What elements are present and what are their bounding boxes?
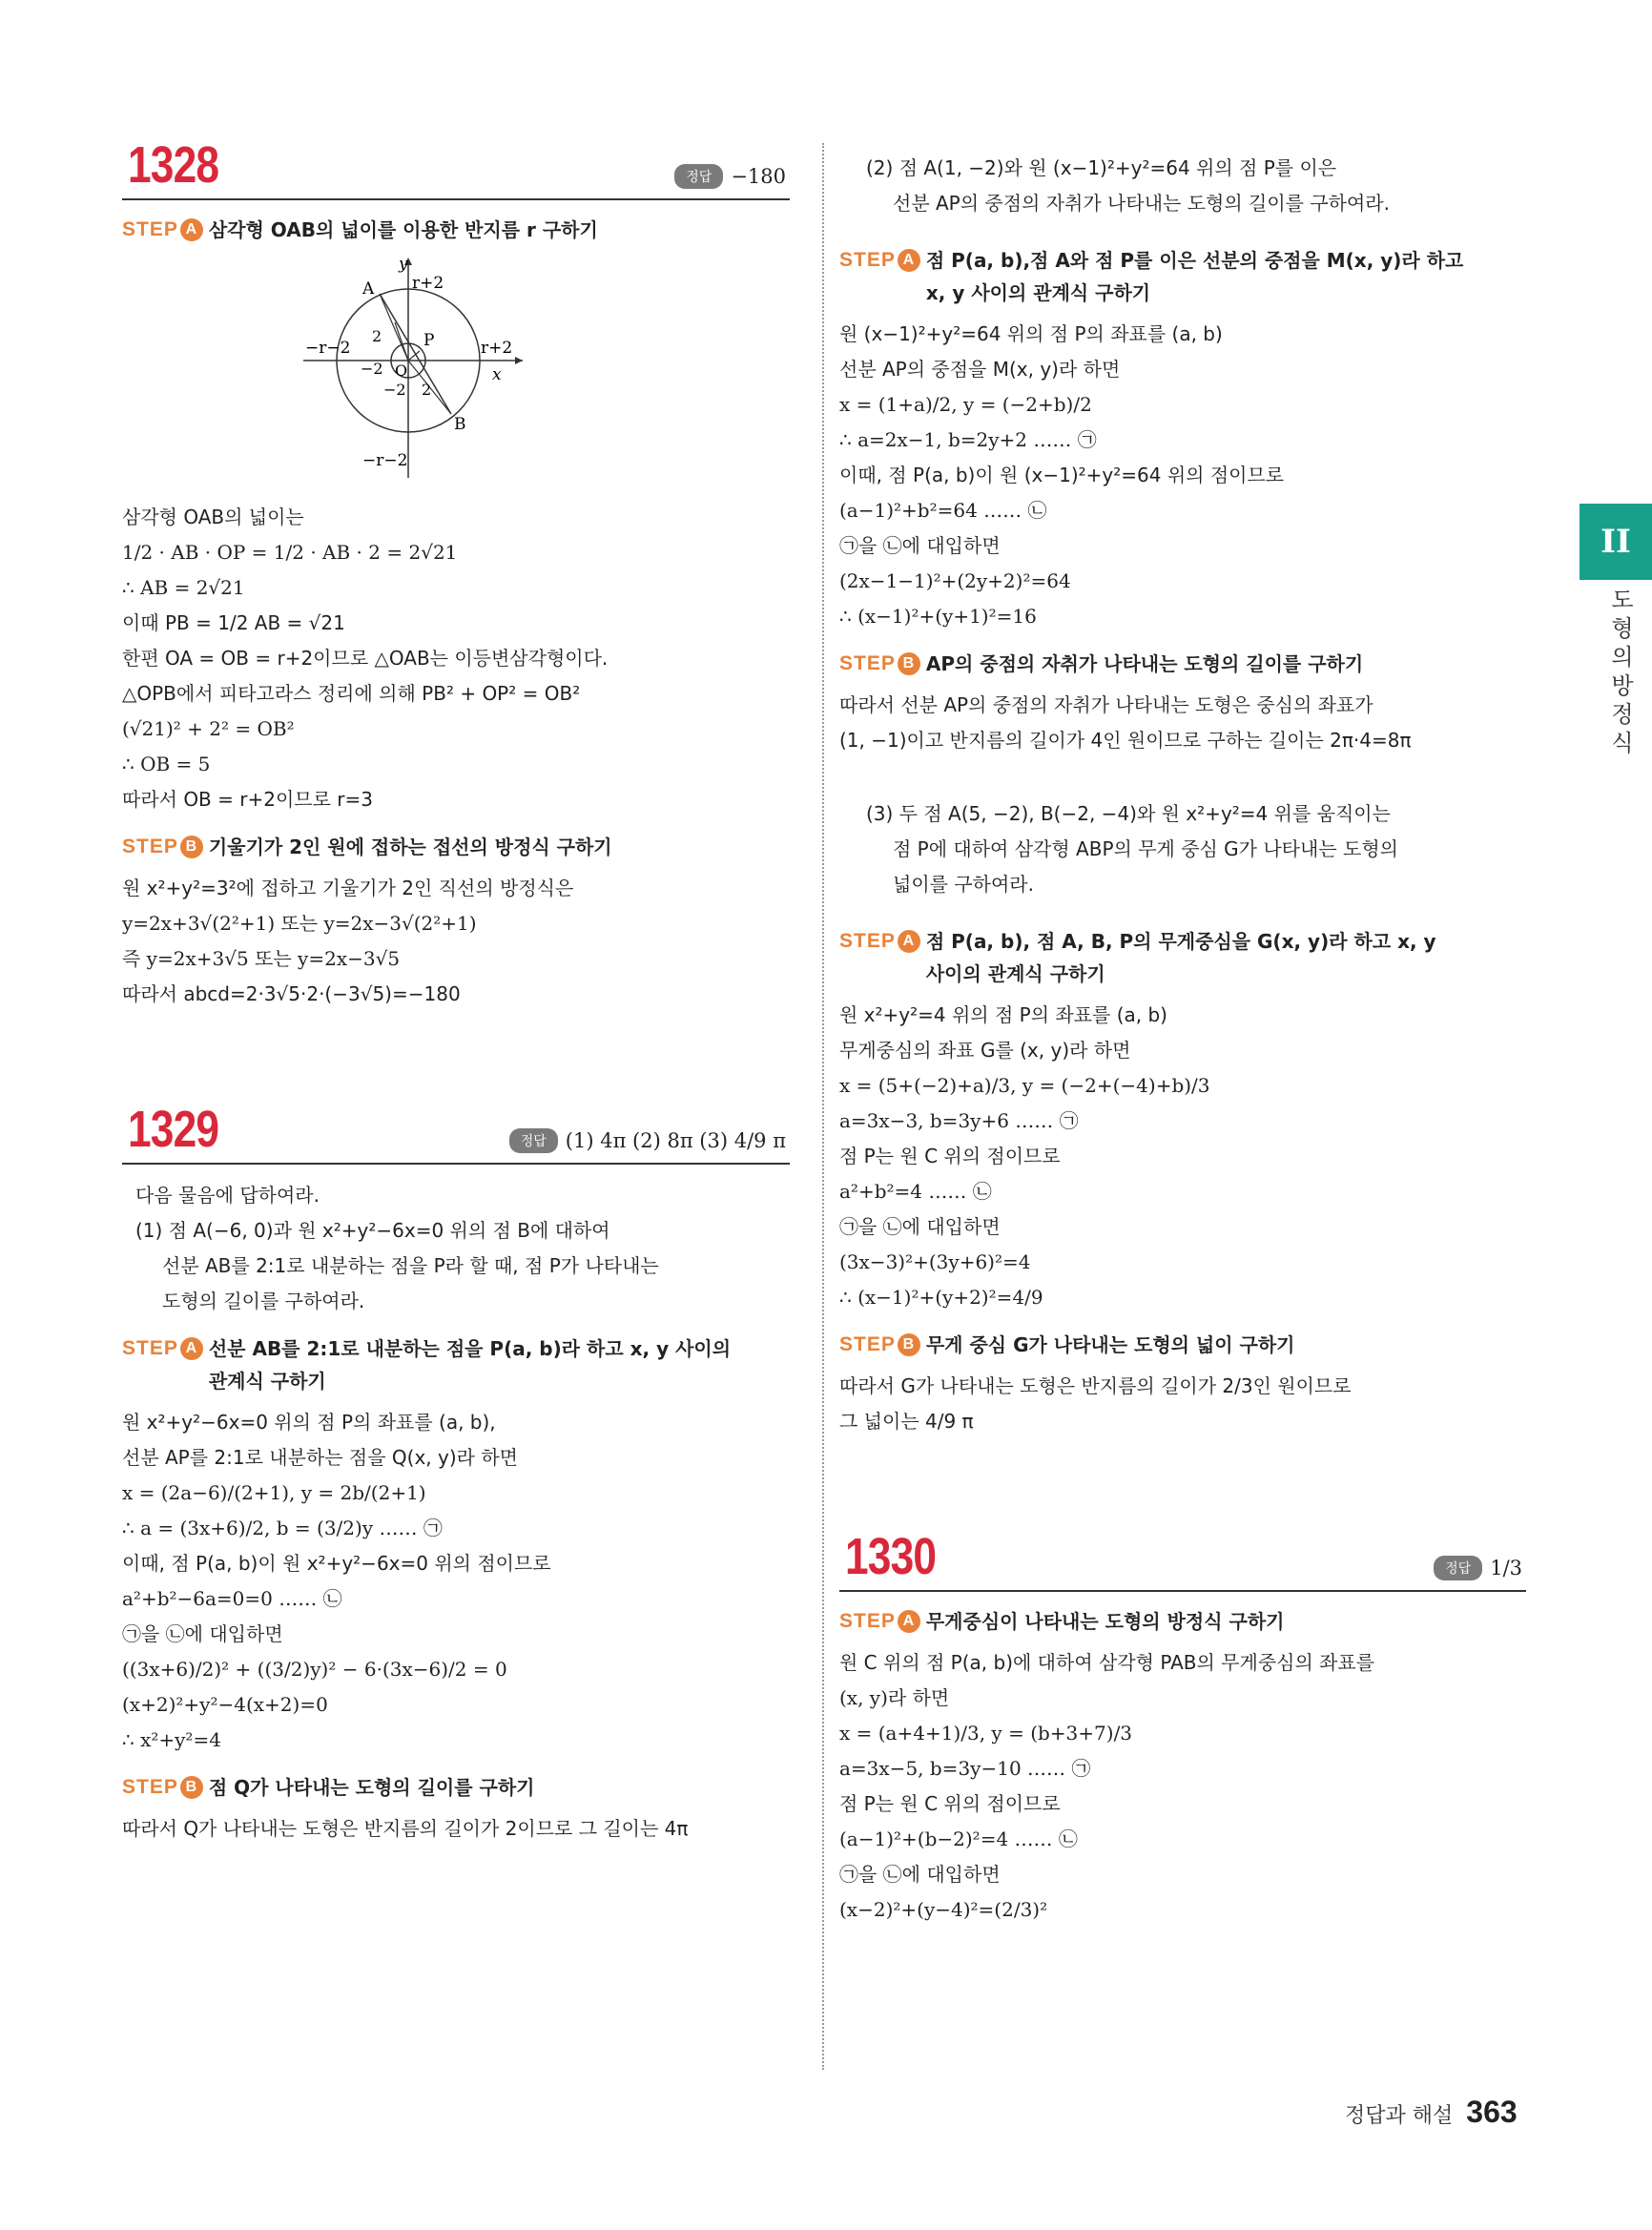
solution-line: ㉠을 ㉡에 대입하면 [839,534,1001,557]
step-title: 기울기가 2인 원에 접하는 접선의 방정식 구하기 [208,836,612,858]
problem-1330-header [839,1525,1526,1592]
step-badge: A [898,930,920,953]
solution-line: ∴ AB = 2√21 [122,576,245,599]
step-label: STEP B [839,1329,920,1361]
step-title: 무게중심이 나타내는 도형의 방정식 구하기 [925,1610,1285,1633]
question-line: 넓이를 구하여라. [893,873,1034,896]
step-heading [839,925,1526,990]
solution-line: 한편 OA = OB = r+2이므로 △OAB는 이등변삼각형이다. [122,647,609,670]
solution-line: (x, y)라 하면 [839,1686,950,1709]
label-P: P [423,331,435,350]
question-line: 점 P에 대하여 삼각형 ABP의 무게 중심 G가 나타내는 도형의 [893,837,1398,860]
step-label: STEP B [122,831,203,863]
solution-line: 원 x²+y²=3²에 접하고 기울기가 2인 직선의 방정식은 [122,877,574,899]
step-badge: A [898,249,920,272]
solution-line: (√21)² + 2² = OB² [122,717,295,740]
left-column [122,134,790,1847]
answer-box [509,1128,786,1153]
step-title: 삼각형 OAB의 넓이를 이용한 반지름 r 구하기 [208,218,598,241]
solution-line: 무게중심의 좌표 G를 (x, y)라 하면 [839,1039,1131,1062]
label-O: O [395,361,408,380]
solution-line: △OPB에서 피타고라스 정리에 의해 PB² + OP² = OB² [122,682,581,705]
solution-line: ((3x+6)/2)² + ((3/2)y)² − 6·(3x−6)/2 = 0 [122,1658,507,1681]
solution-line: 따라서 G가 나타내는 도형은 반지름의 길이가 2/3인 원이므로 [839,1374,1352,1397]
label-neg-r-minus-2-left: −r−2 [305,339,351,358]
step-label: STEP B [122,1771,203,1804]
chapter-title: 도형의 방정식 [1611,587,1634,756]
step-title: 선분 AB를 2:1로 내분하는 점을 P(a, b)라 하고 x, y 사이의 관계식 구하기 [208,1337,732,1393]
label-B: B [454,415,466,434]
solution-line: a²+b²−6a=0=0 …… ㉡ [122,1587,342,1610]
answer-box [1434,1556,1522,1580]
solution-line: (3x−3)²+(3y+6)²=4 [839,1250,1031,1273]
question-block [122,1178,790,1319]
question-block [839,151,1526,221]
step-heading [839,244,1526,309]
step-heading [122,1771,790,1804]
problem-number: 1330 [845,1528,937,1585]
solution-line: ∴ a=2x−1, b=2y+2 …… ㉠ [839,428,1097,451]
label-2-b: 2 [422,381,432,399]
problem-number: 1328 [128,136,219,194]
problem-1329-header [122,1098,790,1165]
answer-tag: 정답 [674,164,723,189]
question-line: 선분 AB를 2:1로 내분하는 점을 P라 할 때, 점 P가 나타내는 [162,1254,659,1277]
solution-line: (1, −1)이고 반지름의 길이가 4인 원이므로 구하는 길이는 2π·4=8π [839,729,1412,752]
solution-line: x = (2a−6)/(2+1), y = 2b/(2+1) [122,1481,426,1504]
answer-value: 1/3 [1490,1557,1522,1580]
solution-line: 따라서 Q가 나타내는 도형은 반지름의 길이가 2이므로 그 길이는 4π [122,1817,689,1840]
label-A: A [362,279,375,299]
answer-tag: 정답 [1434,1556,1482,1580]
step-badge: B [898,1333,920,1356]
label-neg2-y: −2 [383,381,406,399]
solution-line: x = (5+(−2)+a)/3, y = (−2+(−4)+b)/3 [839,1074,1210,1097]
solution-line: ∴ OB = 5 [122,753,211,775]
step-label: STEP A [839,925,920,958]
label-neg-r-minus-2-bottom: −r−2 [362,451,408,470]
solution-line: 이때, 점 P(a, b)이 원 x²+y²−6x=0 위의 점이므로 [122,1552,551,1575]
solution-line: 원 (x−1)²+y²=64 위의 점 P의 좌표를 (a, b) [839,322,1223,345]
answer-value: (1) 4π (2) 8π (3) 4/9 π [565,1129,786,1152]
step-badge: A [898,1610,920,1633]
solution-line: ∴ x²+y²=4 [122,1728,221,1751]
solution-line: x = (1+a)/2, y = (−2+b)/2 [839,393,1092,416]
axis-label-x: x [492,365,502,384]
step-label: STEP A [122,1332,203,1365]
solution-line: (2x−1−1)²+(2y+2)²=64 [839,569,1071,592]
answer-box [674,164,786,189]
question-line: 다음 물음에 답하여라. [135,1184,320,1207]
label-r-plus-2-top: r+2 [412,274,444,293]
axis-label-y: y [399,255,408,274]
solution-line: y=2x+3√(2²+1) 또는 y=2x−3√(2²+1) [122,912,477,935]
problem-number: 1329 [128,1101,219,1158]
question-block [839,796,1526,902]
question-line: (2) 점 A(1, −2)와 원 (x−1)²+y²=64 위의 점 P를 이은 [866,156,1337,179]
question-line: 선분 AP의 중점의 자취가 나타내는 도형의 길이를 구하여라. [893,192,1390,215]
step-title: AP의 중점의 자취가 나타내는 도형의 길이를 구하기 [925,652,1364,675]
solution-line: a=3x−3, b=3y+6 …… ㉠ [839,1109,1079,1132]
footer-label: 정답과 해설 [1345,2104,1454,2128]
step-badge: B [898,652,920,675]
step-title: 점 Q가 나타내는 도형의 길이를 구하기 [208,1776,535,1799]
solution-line: a²+b²=4 …… ㉡ [839,1180,992,1203]
step-badge: A [180,1337,203,1360]
solution-line: 삼각형 OAB의 넓이는 [122,506,304,528]
step-heading [839,1329,1526,1361]
solution-line: 선분 AP의 중점을 M(x, y)라 하면 [839,358,1121,381]
label-neg2-x: −2 [361,360,383,378]
page-number: 363 [1466,2095,1518,2129]
column-divider [822,143,824,2070]
step-heading [122,831,790,863]
circle-diagram [303,254,580,483]
step-badge: A [180,218,203,241]
step-heading [122,214,790,246]
step-heading [122,1332,790,1397]
solution-line: 선분 AP를 2:1로 내분하는 점을 Q(x, y)라 하면 [122,1446,518,1469]
solution-line: x = (a+4+1)/3, y = (b+3+7)/3 [839,1722,1133,1745]
solution-line: (x+2)²+y²−4(x+2)=0 [122,1693,328,1716]
page-footer [1345,2095,1518,2130]
question-line: 도형의 길이를 구하여라. [162,1290,365,1312]
step-title: 점 P(a, b),점 A와 점 P를 이은 선분의 중점을 M(x, y)라 하고 x, y 사이의 관계식 구하기 [925,249,1464,304]
solution-line: ∴ (x−1)²+(y+1)²=16 [839,605,1037,628]
step-badge: B [180,836,203,858]
step-label: STEP A [839,1605,920,1638]
label-2-a: 2 [372,327,382,345]
solution-line: 이때 PB = 1/2 AB = √21 [122,611,345,634]
step-badge: B [180,1776,203,1799]
question-line: (3) 두 점 A(5, −2), B(−2, −4)와 원 x²+y²=4 위를 움직이는 [866,802,1391,825]
solution-line: ∴ a = (3x+6)/2, b = (3/2)y …… ㉠ [122,1517,443,1539]
step-label: STEP A [839,244,920,277]
answer-value: −180 [731,165,786,188]
label-r-plus-2-right: r+2 [481,339,513,358]
step-title: 점 P(a, b), 점 A, B, P의 무게중심을 G(x, y)라 하고 x, y 사이의 관계식 구하기 [925,930,1436,985]
step-title: 무게 중심 G가 나타내는 도형의 넓이 구하기 [925,1333,1295,1356]
solution-line: a=3x−5, b=3y−10 …… ㉠ [839,1757,1091,1780]
solution-line: 즉 y=2x+3√5 또는 y=2x−3√5 [122,947,401,970]
solution-line: ㉠을 ㉡에 대입하면 [839,1215,1001,1238]
step-label: STEP A [122,214,203,246]
solution-line: 점 P는 원 C 위의 점이므로 [839,1792,1061,1815]
solution-line: 따라서 선분 AP의 중점의 자취가 나타내는 도형은 중심의 좌표가 [839,693,1373,716]
solution-line: ∴ (x−1)²+(y+2)²=4/9 [839,1286,1043,1309]
question-line: (1) 점 A(−6, 0)과 원 x²+y²−6x=0 위의 점 B에 대하여 [135,1219,610,1242]
solution-line: 이때, 점 P(a, b)이 원 (x−1)²+y²=64 위의 점이므로 [839,464,1285,486]
problem-1328-header [122,134,790,200]
step-heading [839,648,1526,680]
solution-line: 1/2 · AB · OP = 1/2 · AB · 2 = 2√21 [122,541,458,564]
solution-line: 원 x²+y²=4 위의 점 P의 좌표를 (a, b) [839,1003,1167,1026]
solution-line: (a−1)²+(b−2)²=4 …… ㉡ [839,1827,1078,1850]
answer-tag: 정답 [509,1128,558,1153]
solution-line: ㉠을 ㉡에 대입하면 [839,1863,1001,1886]
solution-line: (x−2)²+(y−4)²=(2/3)² [839,1898,1048,1921]
solution-line: (a−1)²+b²=64 …… ㉡ [839,499,1047,522]
solution-line: 원 x²+y²−6x=0 위의 점 P의 좌표를 (a, b), [122,1411,496,1434]
step-heading [839,1605,1526,1638]
solution-line: 그 넓이는 4/9 π [839,1410,974,1433]
solution-line: 점 P는 원 C 위의 점이므로 [839,1145,1061,1167]
solution-line: ㉠을 ㉡에 대입하면 [122,1622,283,1645]
chapter-tab: II [1580,504,1652,580]
right-column [839,151,1526,1928]
solution-line: 따라서 abcd=2·3√5·2·(−3√5)=−180 [122,982,461,1005]
step-label: STEP B [839,648,920,680]
solution-line: 따라서 OB = r+2이므로 r=3 [122,788,373,811]
solution-line: 원 C 위의 점 P(a, b)에 대하여 삼각형 PAB의 무게중심의 좌표를 [839,1651,1375,1674]
